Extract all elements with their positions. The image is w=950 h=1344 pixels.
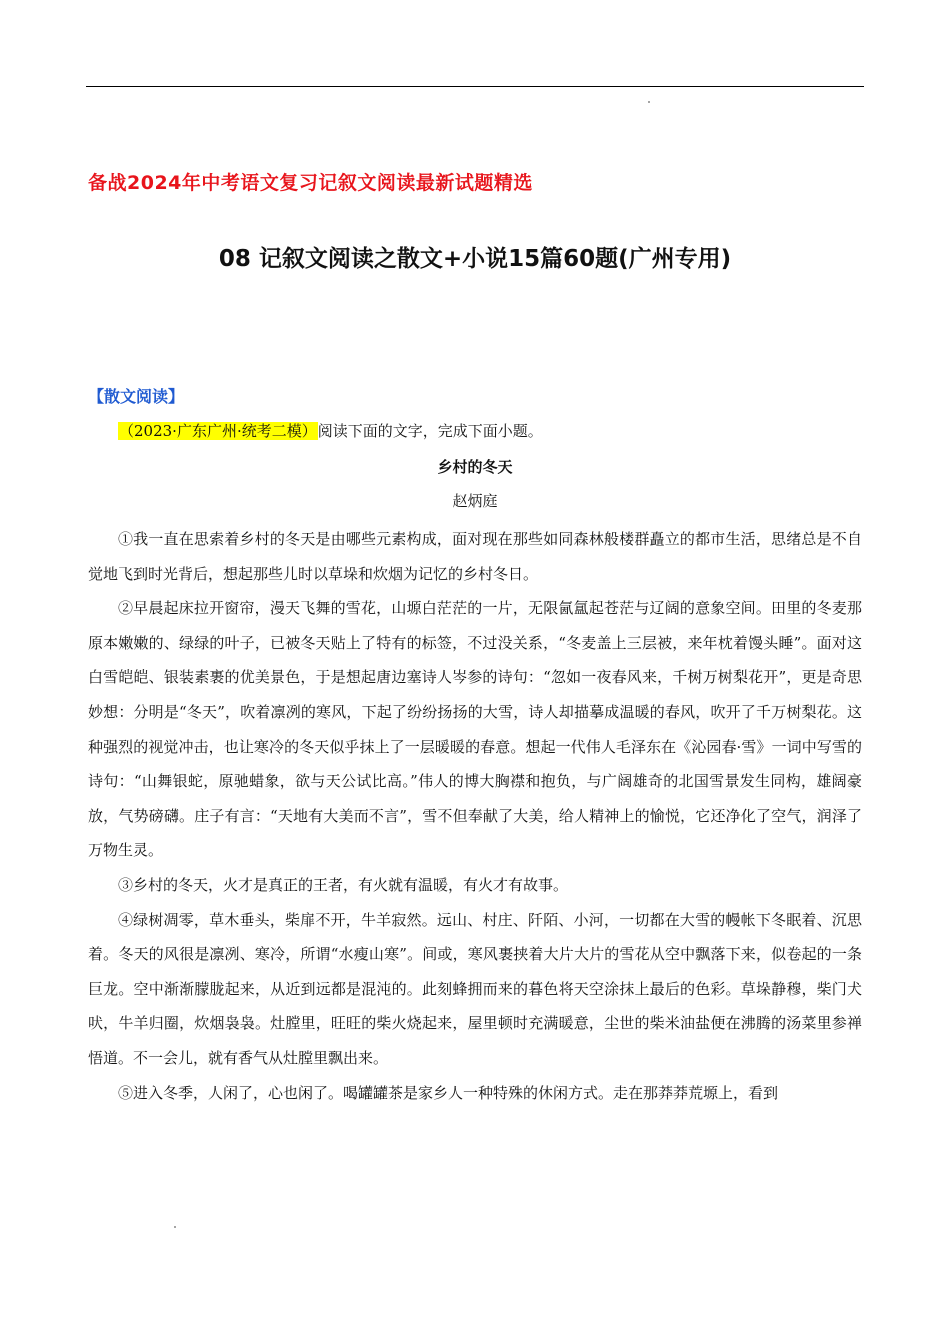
header-rule [86,86,864,87]
reading-instruction: 阅读下面的文字，完成下面小题。 [317,422,543,440]
scan-speck [174,1226,176,1228]
essay-body [88,522,862,1110]
essay-author: 赵炳庭 [452,492,498,510]
section-label: 【散文阅读】 [88,387,185,406]
scan-speck [648,101,650,103]
question-source-line [118,420,543,442]
series-title: 备战2024年中考语文复习记叙文阅读最新试题精选 [88,172,533,194]
source-tag-highlight: （2023·广东广州·统考二模） [119,422,317,440]
essay-paragraph-5: ⑤进入冬季，人闲了，心也闲了。喝罐罐茶是家乡人一种特殊的休闲方式。走在那莽莽荒塬上，看到 [118,1083,779,1102]
essay-title: 乡村的冬天 [437,458,513,476]
essay-paragraph-3: ③乡村的冬天，火才是真正的王者，有火就有温暖，有火才有故事。 [118,875,569,894]
document-title: 08 记叙文阅读之散文+小说15篇60题(广州专用) [218,246,732,272]
essay-paragraph-1: ①我一直在思索着乡村的冬天是由哪些元素构成，面对现在那些如同森林般楼群矗立的都市生活，思绪总是不自觉地飞到时光背后，想起那些儿时以草垛和炊烟为记忆的乡村冬日。 [88,530,862,583]
essay-paragraph-4: ④绿树凋零，草木垂头，柴扉不开，牛羊寂然。远山、村庄、阡陌、小河，一切都在大雪的幔帐下冬眠着、沉思着。冬天的风很是凛冽、寒冷，所谓“水瘦山寒”。间或，寒风裹挟着大片大片的雪花从空中飘落下来，似卷起的一条巨龙。空中渐渐朦胧起来，从近到远都是混沌的。此刻蜂拥而来的暮色将天空涂抹上最后的色彩。草垛静穆，柴门犬吠，牛羊归圈，炊烟袅袅。灶膛里，旺旺的柴火烧起来，屋里顿时充满暖意，尘世的柴米油盐便在沸腾的汤菜里参禅悟道。不一会儿，就有香气从灶膛里飘出来。 [88,910,862,1067]
essay-paragraph-2: ②早晨起床拉开窗帘，漫天飞舞的雪花，山塬白茫茫的一片，无限氤氲起苍茫与辽阔的意象空间。田里的冬麦那原本嫩嫩的、绿绿的叶子，已被冬天贴上了特有的标签，不过没关系，“冬麦盖上三层被，来年枕着馒头睡”。面对这白雪皑皑、银装素裹的优美景色，于是想起唐边塞诗人岑参的诗句：“忽如一夜春风来，千树万树梨花开”，更是奇思妙想：分明是“冬天”，吹着凛冽的寒风，下起了纷纷扬扬的大雪，诗人却描摹成温暖的春风，吹开了千万树梨花。这种强烈的视觉冲击，也让寒冷的冬天似乎抹上了一层暖暖的春意。想起一代伟人毛泽东在《沁园春·雪》一词中写雪的诗句：“山舞银蛇，原驰蜡象，欲与天公试比高。”伟人的博大胸襟和抱负，与广阔雄奇的北国雪景发生同构，雄阔豪放，气势磅礴。庄子有言：“天地有大美而不言”，雪不但奉献了大美，给人精神上的愉悦，它还净化了空气，润泽了万物生灵。 [88,599,862,860]
